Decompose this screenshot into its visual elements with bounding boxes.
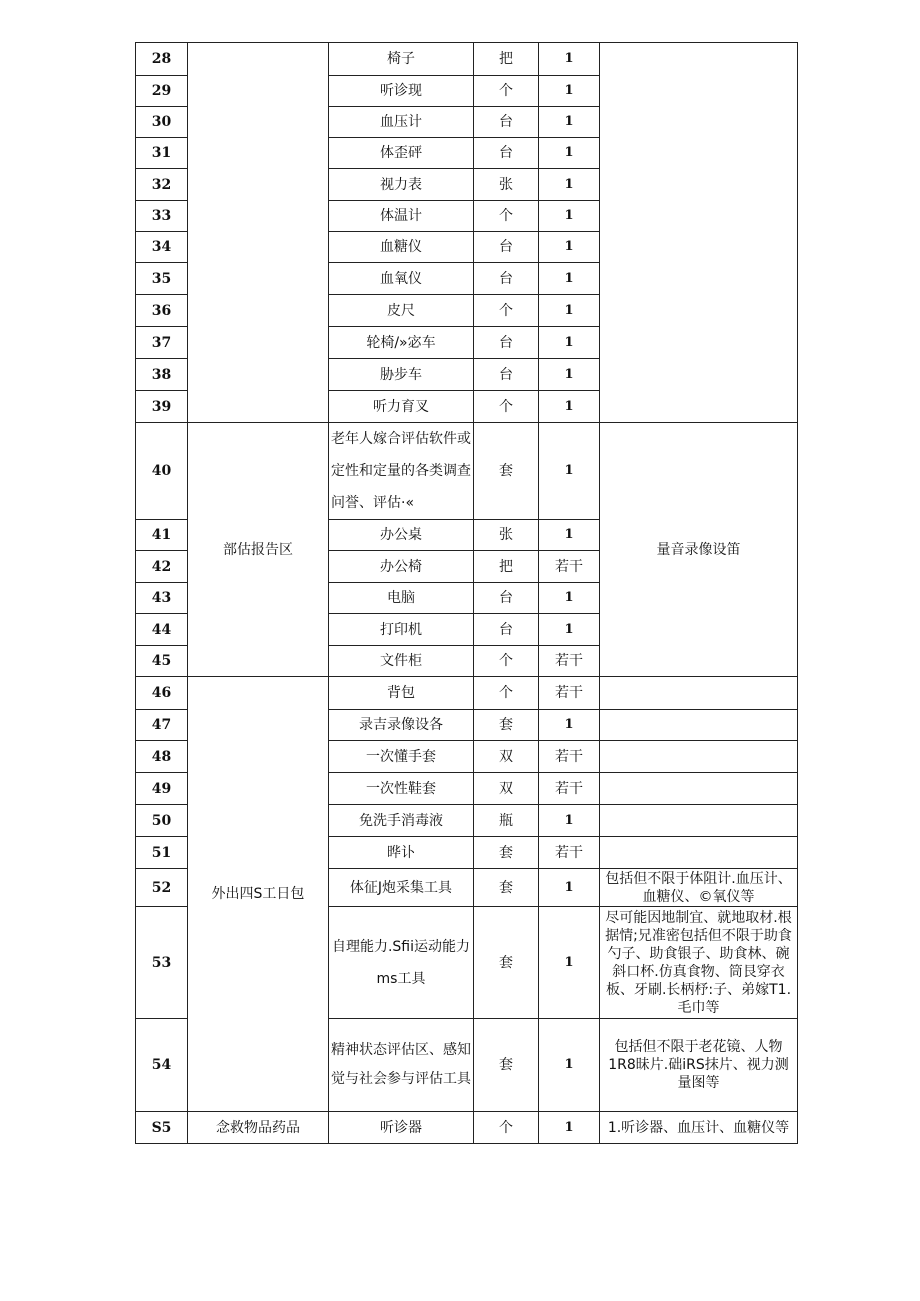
item-note: 1.听诊器、血压计、血糖仪等 (600, 1112, 798, 1144)
row-number: 48 (136, 741, 188, 773)
item-qty: 1 (539, 423, 600, 520)
row-number: S5 (136, 1112, 188, 1144)
item-note: 包括但不限于老花镜、人物1R8昧片.础iRS抹片、视力测量图等 (600, 1019, 798, 1112)
row-number: 44 (136, 614, 188, 646)
item-qty: 1 (539, 359, 600, 391)
table-row (136, 1112, 798, 1144)
area-cell-blank (188, 43, 329, 423)
item-qty: 1 (539, 138, 600, 169)
table-row (136, 423, 798, 520)
area-name: 念救物品药品 (188, 1112, 329, 1144)
item-qty: 1 (539, 263, 600, 295)
row-number: 46 (136, 677, 188, 710)
row-number: 39 (136, 391, 188, 423)
row-number: 52 (136, 869, 188, 907)
item-unit: 张 (474, 169, 539, 201)
row-number: 30 (136, 107, 188, 138)
item-qty: 若干 (539, 773, 600, 805)
item-qty: 1 (539, 1019, 600, 1112)
item-unit: 个 (474, 201, 539, 232)
item-unit: 套 (474, 837, 539, 869)
item-note (600, 710, 798, 741)
item-unit: 张 (474, 520, 539, 551)
item-name: 免洗手消毒液 (329, 805, 474, 837)
item-name: 办公椅 (329, 551, 474, 583)
item-unit: 台 (474, 107, 539, 138)
item-name: 血压计 (329, 107, 474, 138)
equipment-table (135, 42, 798, 1144)
item-qty: 1 (539, 76, 600, 107)
item-name: 椅子 (329, 43, 474, 76)
item-name: 一次性鞋套 (329, 773, 474, 805)
area-name: 部估报告区 (188, 423, 329, 677)
item-qty: 1 (539, 295, 600, 327)
item-name: 老年人嫁合评估软件或定性和定量的各类调查问誉、评估·« (329, 423, 474, 520)
item-unit: 个 (474, 646, 539, 677)
item-note (600, 773, 798, 805)
item-note: 尽可能因地制宜、就地取材.根据情;兄准密包括但不限于助食勺子、助食银子、助食林、碗斜口杯.仿真食物、筒艮穿衣板、牙刷.长柄杼:子、弟嫁T1.毛巾等 (600, 907, 798, 1019)
item-note (600, 677, 798, 710)
item-qty: 若干 (539, 837, 600, 869)
table-row (136, 43, 798, 76)
item-name: 血糖仪 (329, 232, 474, 263)
item-unit: 台 (474, 583, 539, 614)
item-qty: 若干 (539, 741, 600, 773)
row-number: 47 (136, 710, 188, 741)
item-unit: 台 (474, 263, 539, 295)
item-qty: 1 (539, 869, 600, 907)
item-name: 自理能力.Sfii运动能力ms工具 (329, 907, 474, 1019)
item-unit: 个 (474, 677, 539, 710)
item-unit: 套 (474, 869, 539, 907)
item-name: 听力育叉 (329, 391, 474, 423)
item-qty: 1 (539, 907, 600, 1019)
item-qty: 1 (539, 520, 600, 551)
item-unit: 把 (474, 43, 539, 76)
item-name: 体征J炮采集工具 (329, 869, 474, 907)
item-name: 办公桌 (329, 520, 474, 551)
item-unit: 双 (474, 773, 539, 805)
item-name: 文件柜 (329, 646, 474, 677)
item-unit: 个 (474, 391, 539, 423)
row-number: 54 (136, 1019, 188, 1112)
item-unit: 个 (474, 295, 539, 327)
item-qty: 1 (539, 232, 600, 263)
item-name: 打印机 (329, 614, 474, 646)
item-qty: 1 (539, 614, 600, 646)
row-number: 49 (136, 773, 188, 805)
area-name: 外出四S工日包 (188, 677, 329, 1112)
item-note (600, 805, 798, 837)
row-number: 40 (136, 423, 188, 520)
item-unit: 套 (474, 710, 539, 741)
item-unit: 个 (474, 76, 539, 107)
row-number: 53 (136, 907, 188, 1019)
item-name: 血氧仪 (329, 263, 474, 295)
item-qty: 1 (539, 1112, 600, 1144)
item-unit: 套 (474, 907, 539, 1019)
item-qty: 1 (539, 43, 600, 76)
row-number: 29 (136, 76, 188, 107)
item-name: 皮尺 (329, 295, 474, 327)
item-name: 胁步车 (329, 359, 474, 391)
item-qty: 1 (539, 710, 600, 741)
row-number: 41 (136, 520, 188, 551)
item-qty: 1 (539, 107, 600, 138)
item-name: 录吉录像设各 (329, 710, 474, 741)
row-number: 43 (136, 583, 188, 614)
item-unit: 台 (474, 232, 539, 263)
item-qty: 1 (539, 201, 600, 232)
item-name: 听诊器 (329, 1112, 474, 1144)
item-name: 一次懂手套 (329, 741, 474, 773)
row-number: 51 (136, 837, 188, 869)
item-qty: 1 (539, 583, 600, 614)
item-unit: 双 (474, 741, 539, 773)
item-unit: 台 (474, 327, 539, 359)
item-unit: 套 (474, 1019, 539, 1112)
row-number: 42 (136, 551, 188, 583)
row-number: 38 (136, 359, 188, 391)
item-unit: 把 (474, 551, 539, 583)
item-unit: 个 (474, 1112, 539, 1144)
row-number: 33 (136, 201, 188, 232)
item-name: 精神状态评估区、感知觉与社会参与评估工具 (329, 1019, 474, 1112)
row-number: 32 (136, 169, 188, 201)
note-cell-blank (600, 43, 798, 423)
row-number: 34 (136, 232, 188, 263)
item-unit: 台 (474, 359, 539, 391)
item-name: 晔讣 (329, 837, 474, 869)
area-note: 量音录像设笛 (600, 423, 798, 677)
row-number: 45 (136, 646, 188, 677)
item-name: 视力表 (329, 169, 474, 201)
row-number: 31 (136, 138, 188, 169)
item-name: 体温计 (329, 201, 474, 232)
item-name: 背包 (329, 677, 474, 710)
item-name: 听诊现 (329, 76, 474, 107)
item-note (600, 837, 798, 869)
row-number: 36 (136, 295, 188, 327)
row-number: 50 (136, 805, 188, 837)
row-number: 28 (136, 43, 188, 76)
item-name: 轮椅/»宓车 (329, 327, 474, 359)
item-note (600, 741, 798, 773)
item-unit: 台 (474, 138, 539, 169)
item-unit: 瓶 (474, 805, 539, 837)
item-note: 包括但不限于体阻计.血压计、血糖仪、©氧仪等 (600, 869, 798, 907)
item-qty: 1 (539, 169, 600, 201)
table-row (136, 677, 798, 710)
item-qty: 若干 (539, 646, 600, 677)
item-qty: 1 (539, 805, 600, 837)
item-name: 电脑 (329, 583, 474, 614)
item-name: 体歪砰 (329, 138, 474, 169)
row-number: 37 (136, 327, 188, 359)
item-qty: 若干 (539, 677, 600, 710)
item-qty: 1 (539, 327, 600, 359)
item-qty: 若干 (539, 551, 600, 583)
item-qty: 1 (539, 391, 600, 423)
item-unit: 套 (474, 423, 539, 520)
item-unit: 台 (474, 614, 539, 646)
row-number: 35 (136, 263, 188, 295)
